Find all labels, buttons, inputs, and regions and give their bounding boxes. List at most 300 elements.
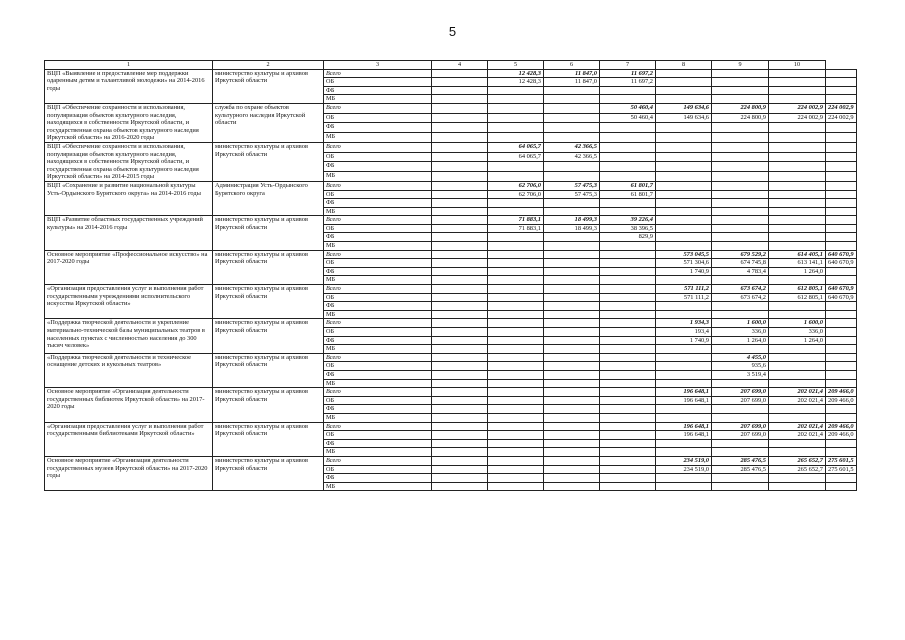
amount-cell	[432, 233, 488, 242]
program-name: «Поддержка творческой деятельности и укрепление материально-технической базы муниципальных театров в населенных пунктах с численностью населения до 300 тысяч человек»	[45, 319, 213, 353]
amount-cell	[769, 207, 826, 216]
amount-cell: 196 648,1	[656, 431, 712, 440]
program-executor: министерство культуры и архивов Иркутской области	[213, 319, 324, 353]
amount-cell	[432, 113, 488, 123]
amount-cell	[600, 199, 656, 208]
amount-cell: 196 648,1	[656, 396, 712, 405]
funding-source: МБ	[324, 242, 432, 251]
amount-cell	[432, 172, 488, 182]
amount-cell	[488, 133, 544, 143]
amount-cell	[488, 95, 544, 104]
amount-cell	[712, 405, 769, 414]
amount-cell	[712, 142, 769, 152]
column-number: 5	[488, 61, 544, 70]
program-name: ВЦП «Развитие областных государственных учреждений культуры» на 2014-2016 годы	[45, 216, 213, 250]
amount-cell	[544, 474, 600, 483]
amount-cell	[488, 396, 544, 405]
funding-source: ФБ	[324, 123, 432, 133]
amount-cell: 224 002,9	[826, 103, 857, 113]
amount-cell	[544, 345, 600, 354]
amount-cell	[656, 224, 712, 233]
amount-cell: 224 002,9	[769, 103, 826, 113]
amount-cell	[544, 439, 600, 448]
amount-cell: 265 652,7	[769, 456, 826, 465]
amount-cell	[488, 293, 544, 302]
amount-cell	[432, 310, 488, 319]
amount-cell	[600, 302, 656, 311]
amount-cell	[656, 233, 712, 242]
budget-table	[44, 60, 857, 491]
amount-cell	[600, 465, 656, 474]
funding-source: ФБ	[324, 86, 432, 95]
amount-cell	[600, 172, 656, 182]
funding-source: Всего	[324, 422, 432, 431]
funding-source: Всего	[324, 456, 432, 465]
amount-cell: 11 697,2	[600, 69, 656, 78]
amount-cell	[432, 78, 488, 87]
amount-cell	[826, 310, 857, 319]
amount-cell: 640 670,9	[826, 250, 857, 259]
amount-cell: 265 652,7	[769, 465, 826, 474]
amount-cell	[432, 142, 488, 152]
amount-cell	[656, 78, 712, 87]
amount-cell: 18 499,3	[544, 224, 600, 233]
amount-cell	[600, 328, 656, 337]
amount-cell	[432, 285, 488, 294]
amount-cell	[600, 413, 656, 422]
amount-cell	[544, 310, 600, 319]
amount-cell	[600, 242, 656, 251]
amount-cell	[656, 482, 712, 491]
program-executor: министерство культуры и архивов Иркутской области	[213, 285, 324, 319]
amount-cell	[600, 396, 656, 405]
amount-cell	[712, 86, 769, 95]
table-row	[45, 285, 857, 294]
amount-cell	[769, 216, 826, 225]
amount-cell	[544, 113, 600, 123]
amount-cell	[432, 276, 488, 285]
amount-cell: 202 021,4	[769, 431, 826, 440]
amount-cell	[544, 250, 600, 259]
amount-cell: 674 745,8	[712, 259, 769, 268]
funding-source: Всего	[324, 181, 432, 190]
amount-cell	[488, 345, 544, 354]
amount-cell	[656, 448, 712, 457]
amount-cell	[600, 370, 656, 379]
amount-cell	[656, 379, 712, 388]
column-number-row	[45, 61, 857, 70]
amount-cell: 62 706,0	[488, 181, 544, 190]
amount-cell	[544, 103, 600, 113]
program-executor: министерство культуры и архивов Иркутской области	[213, 456, 324, 490]
amount-cell	[656, 242, 712, 251]
amount-cell	[544, 293, 600, 302]
amount-cell	[826, 482, 857, 491]
amount-cell	[600, 162, 656, 172]
amount-cell: 275 601,5	[826, 456, 857, 465]
amount-cell: 829,9	[600, 233, 656, 242]
amount-cell	[656, 310, 712, 319]
amount-cell	[656, 439, 712, 448]
funding-source: ОБ	[324, 396, 432, 405]
amount-cell	[712, 152, 769, 162]
amount-cell	[544, 405, 600, 414]
funding-source: Всего	[324, 285, 432, 294]
amount-cell	[656, 152, 712, 162]
amount-cell	[826, 78, 857, 87]
amount-cell	[826, 474, 857, 483]
amount-cell	[488, 370, 544, 379]
amount-cell	[826, 379, 857, 388]
amount-cell	[712, 172, 769, 182]
amount-cell	[826, 224, 857, 233]
amount-cell	[488, 362, 544, 371]
amount-cell	[488, 302, 544, 311]
amount-cell	[488, 336, 544, 345]
amount-cell: 224 002,9	[769, 113, 826, 123]
amount-cell	[826, 133, 857, 143]
amount-cell	[432, 216, 488, 225]
program-name: Основное мероприятие «Организация деятельности государственных библиотек Иркутской области» на 2017-2020 годы	[45, 388, 213, 422]
table-row	[45, 250, 857, 259]
amount-cell	[544, 172, 600, 182]
amount-cell	[432, 250, 488, 259]
amount-cell	[432, 456, 488, 465]
amount-cell	[432, 199, 488, 208]
amount-cell	[544, 328, 600, 337]
amount-cell	[826, 336, 857, 345]
amount-cell	[544, 259, 600, 268]
amount-cell	[544, 233, 600, 242]
amount-cell: 1 264,0	[712, 336, 769, 345]
funding-source: ОБ	[324, 259, 432, 268]
amount-cell	[712, 242, 769, 251]
amount-cell	[769, 474, 826, 483]
amount-cell	[656, 69, 712, 78]
funding-source: Всего	[324, 388, 432, 397]
amount-cell	[712, 216, 769, 225]
amount-cell	[769, 199, 826, 208]
amount-cell	[769, 482, 826, 491]
funding-source: ФБ	[324, 405, 432, 414]
column-number: 10	[769, 61, 826, 70]
amount-cell	[600, 86, 656, 95]
amount-cell: 61 801,7	[600, 190, 656, 199]
amount-cell: 935,6	[712, 362, 769, 371]
amount-cell	[600, 133, 656, 143]
column-number: 1	[45, 61, 213, 70]
amount-cell	[432, 69, 488, 78]
amount-cell	[769, 181, 826, 190]
amount-cell	[769, 233, 826, 242]
amount-cell	[488, 276, 544, 285]
amount-cell: 202 021,4	[769, 422, 826, 431]
amount-cell	[769, 345, 826, 354]
amount-cell: 207 699,0	[712, 388, 769, 397]
amount-cell	[769, 95, 826, 104]
amount-cell	[432, 405, 488, 414]
amount-cell	[544, 456, 600, 465]
amount-cell	[656, 362, 712, 371]
funding-source: Всего	[324, 103, 432, 113]
amount-cell	[432, 465, 488, 474]
amount-cell	[656, 181, 712, 190]
funding-source: ОБ	[324, 113, 432, 123]
amount-cell	[826, 199, 857, 208]
amount-cell	[544, 133, 600, 143]
funding-source: Всего	[324, 142, 432, 152]
amount-cell	[769, 362, 826, 371]
amount-cell: 571 304,6	[656, 259, 712, 268]
program-name: ВЦП «Обеспечение сохранности и использования, популяризация объектов культурного наследия, находящихся в собственности Иркутской области, и государственная охрана объектов культурного наследия Иркутской области» на 2016-2020 годы	[45, 103, 213, 142]
amount-cell	[769, 353, 826, 362]
amount-cell	[600, 345, 656, 354]
amount-cell	[656, 216, 712, 225]
amount-cell	[600, 276, 656, 285]
amount-cell	[432, 259, 488, 268]
amount-cell	[432, 379, 488, 388]
amount-cell: 18 499,3	[544, 216, 600, 225]
program-name: ВЦП «Сохранение и развитие национальной культуры Усть-Ордынского Бурятского округа» на 2014-2016 годы	[45, 181, 213, 215]
amount-cell	[769, 413, 826, 422]
amount-cell: 196 648,1	[656, 422, 712, 431]
amount-cell: 202 021,4	[769, 396, 826, 405]
amount-cell	[544, 370, 600, 379]
amount-cell	[544, 353, 600, 362]
amount-cell	[432, 448, 488, 457]
amount-cell	[544, 388, 600, 397]
amount-cell	[432, 474, 488, 483]
amount-cell: 673 674,2	[712, 293, 769, 302]
amount-cell: 57 475,3	[544, 181, 600, 190]
amount-cell	[488, 267, 544, 276]
amount-cell: 209 466,0	[826, 396, 857, 405]
amount-cell	[656, 123, 712, 133]
funding-source: ФБ	[324, 370, 432, 379]
amount-cell	[769, 310, 826, 319]
amount-cell	[488, 482, 544, 491]
amount-cell	[432, 267, 488, 276]
amount-cell	[769, 152, 826, 162]
amount-cell	[432, 181, 488, 190]
amount-cell	[826, 345, 857, 354]
amount-cell	[600, 123, 656, 133]
amount-cell	[769, 224, 826, 233]
amount-cell	[600, 285, 656, 294]
amount-cell: 679 529,2	[712, 250, 769, 259]
amount-cell	[544, 362, 600, 371]
amount-cell	[656, 353, 712, 362]
amount-cell	[488, 431, 544, 440]
amount-cell	[769, 123, 826, 133]
amount-cell	[712, 439, 769, 448]
amount-cell	[600, 152, 656, 162]
table-row	[45, 456, 857, 465]
amount-cell	[600, 474, 656, 483]
table-row	[45, 319, 857, 328]
amount-cell: 42 366,5	[544, 152, 600, 162]
amount-cell	[826, 267, 857, 276]
amount-cell	[712, 310, 769, 319]
column-number: 7	[600, 61, 656, 70]
amount-cell	[826, 242, 857, 251]
table-row	[45, 216, 857, 225]
amount-cell	[826, 233, 857, 242]
amount-cell	[488, 162, 544, 172]
program-executor: министерство культуры и архивов Иркутской области	[213, 69, 324, 103]
amount-cell: 3 519,4	[712, 370, 769, 379]
amount-cell	[488, 353, 544, 362]
amount-cell	[600, 456, 656, 465]
amount-cell	[656, 190, 712, 199]
amount-cell	[712, 345, 769, 354]
amount-cell: 209 466,0	[826, 422, 857, 431]
program-name: «Организация предоставления услуг и выполнения работ государственными учреждениями исполнительского искусства Иркутской области»	[45, 285, 213, 319]
amount-cell	[432, 362, 488, 371]
amount-cell	[544, 267, 600, 276]
amount-cell: 1 740,9	[656, 336, 712, 345]
amount-cell	[769, 379, 826, 388]
amount-cell	[432, 439, 488, 448]
amount-cell	[600, 250, 656, 259]
amount-cell	[432, 431, 488, 440]
amount-cell	[769, 162, 826, 172]
amount-cell: 193,4	[656, 328, 712, 337]
funding-source: Всего	[324, 353, 432, 362]
amount-cell: 149 634,6	[656, 113, 712, 123]
amount-cell	[656, 276, 712, 285]
program-executor: министерство культуры и архивов Иркутской области	[213, 422, 324, 456]
funding-source: Всего	[324, 69, 432, 78]
amount-cell	[769, 142, 826, 152]
amount-cell: 224 002,9	[826, 113, 857, 123]
amount-cell	[656, 172, 712, 182]
amount-cell: 613 141,1	[769, 259, 826, 268]
amount-cell	[826, 69, 857, 78]
amount-cell	[600, 448, 656, 457]
amount-cell	[432, 482, 488, 491]
funding-source: ОБ	[324, 431, 432, 440]
amount-cell	[488, 250, 544, 259]
amount-cell	[600, 207, 656, 216]
funding-source: ФБ	[324, 267, 432, 276]
amount-cell: 336,0	[712, 328, 769, 337]
amount-cell: 57 475,3	[544, 190, 600, 199]
amount-cell	[600, 319, 656, 328]
amount-cell	[600, 405, 656, 414]
amount-cell	[488, 113, 544, 123]
amount-cell	[826, 328, 857, 337]
table-row	[45, 388, 857, 397]
funding-source: ФБ	[324, 336, 432, 345]
amount-cell	[826, 190, 857, 199]
amount-cell	[488, 233, 544, 242]
funding-source: ФБ	[324, 474, 432, 483]
amount-cell: 285 476,5	[712, 465, 769, 474]
amount-cell	[488, 388, 544, 397]
amount-cell: 285 476,5	[712, 456, 769, 465]
amount-cell	[600, 336, 656, 345]
amount-cell	[769, 133, 826, 143]
amount-cell	[826, 319, 857, 328]
funding-source: МБ	[324, 482, 432, 491]
amount-cell	[826, 123, 857, 133]
funding-source: МБ	[324, 345, 432, 354]
amount-cell: 571 111,2	[656, 293, 712, 302]
funding-source: Всего	[324, 319, 432, 328]
amount-cell	[769, 78, 826, 87]
amount-cell	[544, 162, 600, 172]
amount-cell	[432, 207, 488, 216]
amount-cell: 38 396,5	[600, 224, 656, 233]
amount-cell	[712, 413, 769, 422]
amount-cell	[432, 353, 488, 362]
amount-cell	[769, 276, 826, 285]
amount-cell	[600, 431, 656, 440]
amount-cell	[826, 448, 857, 457]
program-name: Основное мероприятие «Организация деятельности государственных музеев Иркутской области» на 2017-2020 годы	[45, 456, 213, 490]
amount-cell	[712, 162, 769, 172]
amount-cell	[600, 142, 656, 152]
amount-cell: 1 264,0	[769, 267, 826, 276]
amount-cell	[656, 95, 712, 104]
amount-cell	[544, 396, 600, 405]
program-name: ВЦП «Выявление и предоставление мер поддержки одаренным детям и талантливой молодежи» на 2014-2016 годы	[45, 69, 213, 103]
amount-cell: 4 455,0	[712, 353, 769, 362]
amount-cell	[544, 336, 600, 345]
amount-cell	[488, 405, 544, 414]
amount-cell	[432, 152, 488, 162]
column-number: 9	[712, 61, 769, 70]
amount-cell	[432, 319, 488, 328]
amount-cell	[600, 362, 656, 371]
funding-source: МБ	[324, 413, 432, 422]
amount-cell	[600, 293, 656, 302]
amount-cell: 11 697,2	[600, 78, 656, 87]
amount-cell	[712, 207, 769, 216]
amount-cell: 71 883,1	[488, 224, 544, 233]
table-row	[45, 181, 857, 190]
amount-cell: 61 801,7	[600, 181, 656, 190]
amount-cell	[488, 413, 544, 422]
amount-cell: 640 670,9	[826, 293, 857, 302]
amount-cell: 207 699,0	[712, 431, 769, 440]
amount-cell	[712, 276, 769, 285]
amount-cell: 1 600,0	[712, 319, 769, 328]
amount-cell	[488, 474, 544, 483]
funding-source: ОБ	[324, 362, 432, 371]
amount-cell	[712, 448, 769, 457]
amount-cell	[769, 190, 826, 199]
amount-cell: 234 519,0	[656, 465, 712, 474]
amount-cell: 573 045,5	[656, 250, 712, 259]
amount-cell	[826, 302, 857, 311]
amount-cell	[826, 216, 857, 225]
amount-cell	[826, 86, 857, 95]
amount-cell: 11 847,0	[544, 78, 600, 87]
amount-cell: 614 405,1	[769, 250, 826, 259]
amount-cell	[826, 207, 857, 216]
amount-cell: 224 800,9	[712, 113, 769, 123]
amount-cell	[544, 86, 600, 95]
amount-cell: 39 226,4	[600, 216, 656, 225]
amount-cell	[432, 95, 488, 104]
column-number: 3	[324, 61, 432, 70]
amount-cell	[769, 69, 826, 78]
amount-cell	[544, 379, 600, 388]
amount-cell	[488, 123, 544, 133]
amount-cell	[826, 162, 857, 172]
